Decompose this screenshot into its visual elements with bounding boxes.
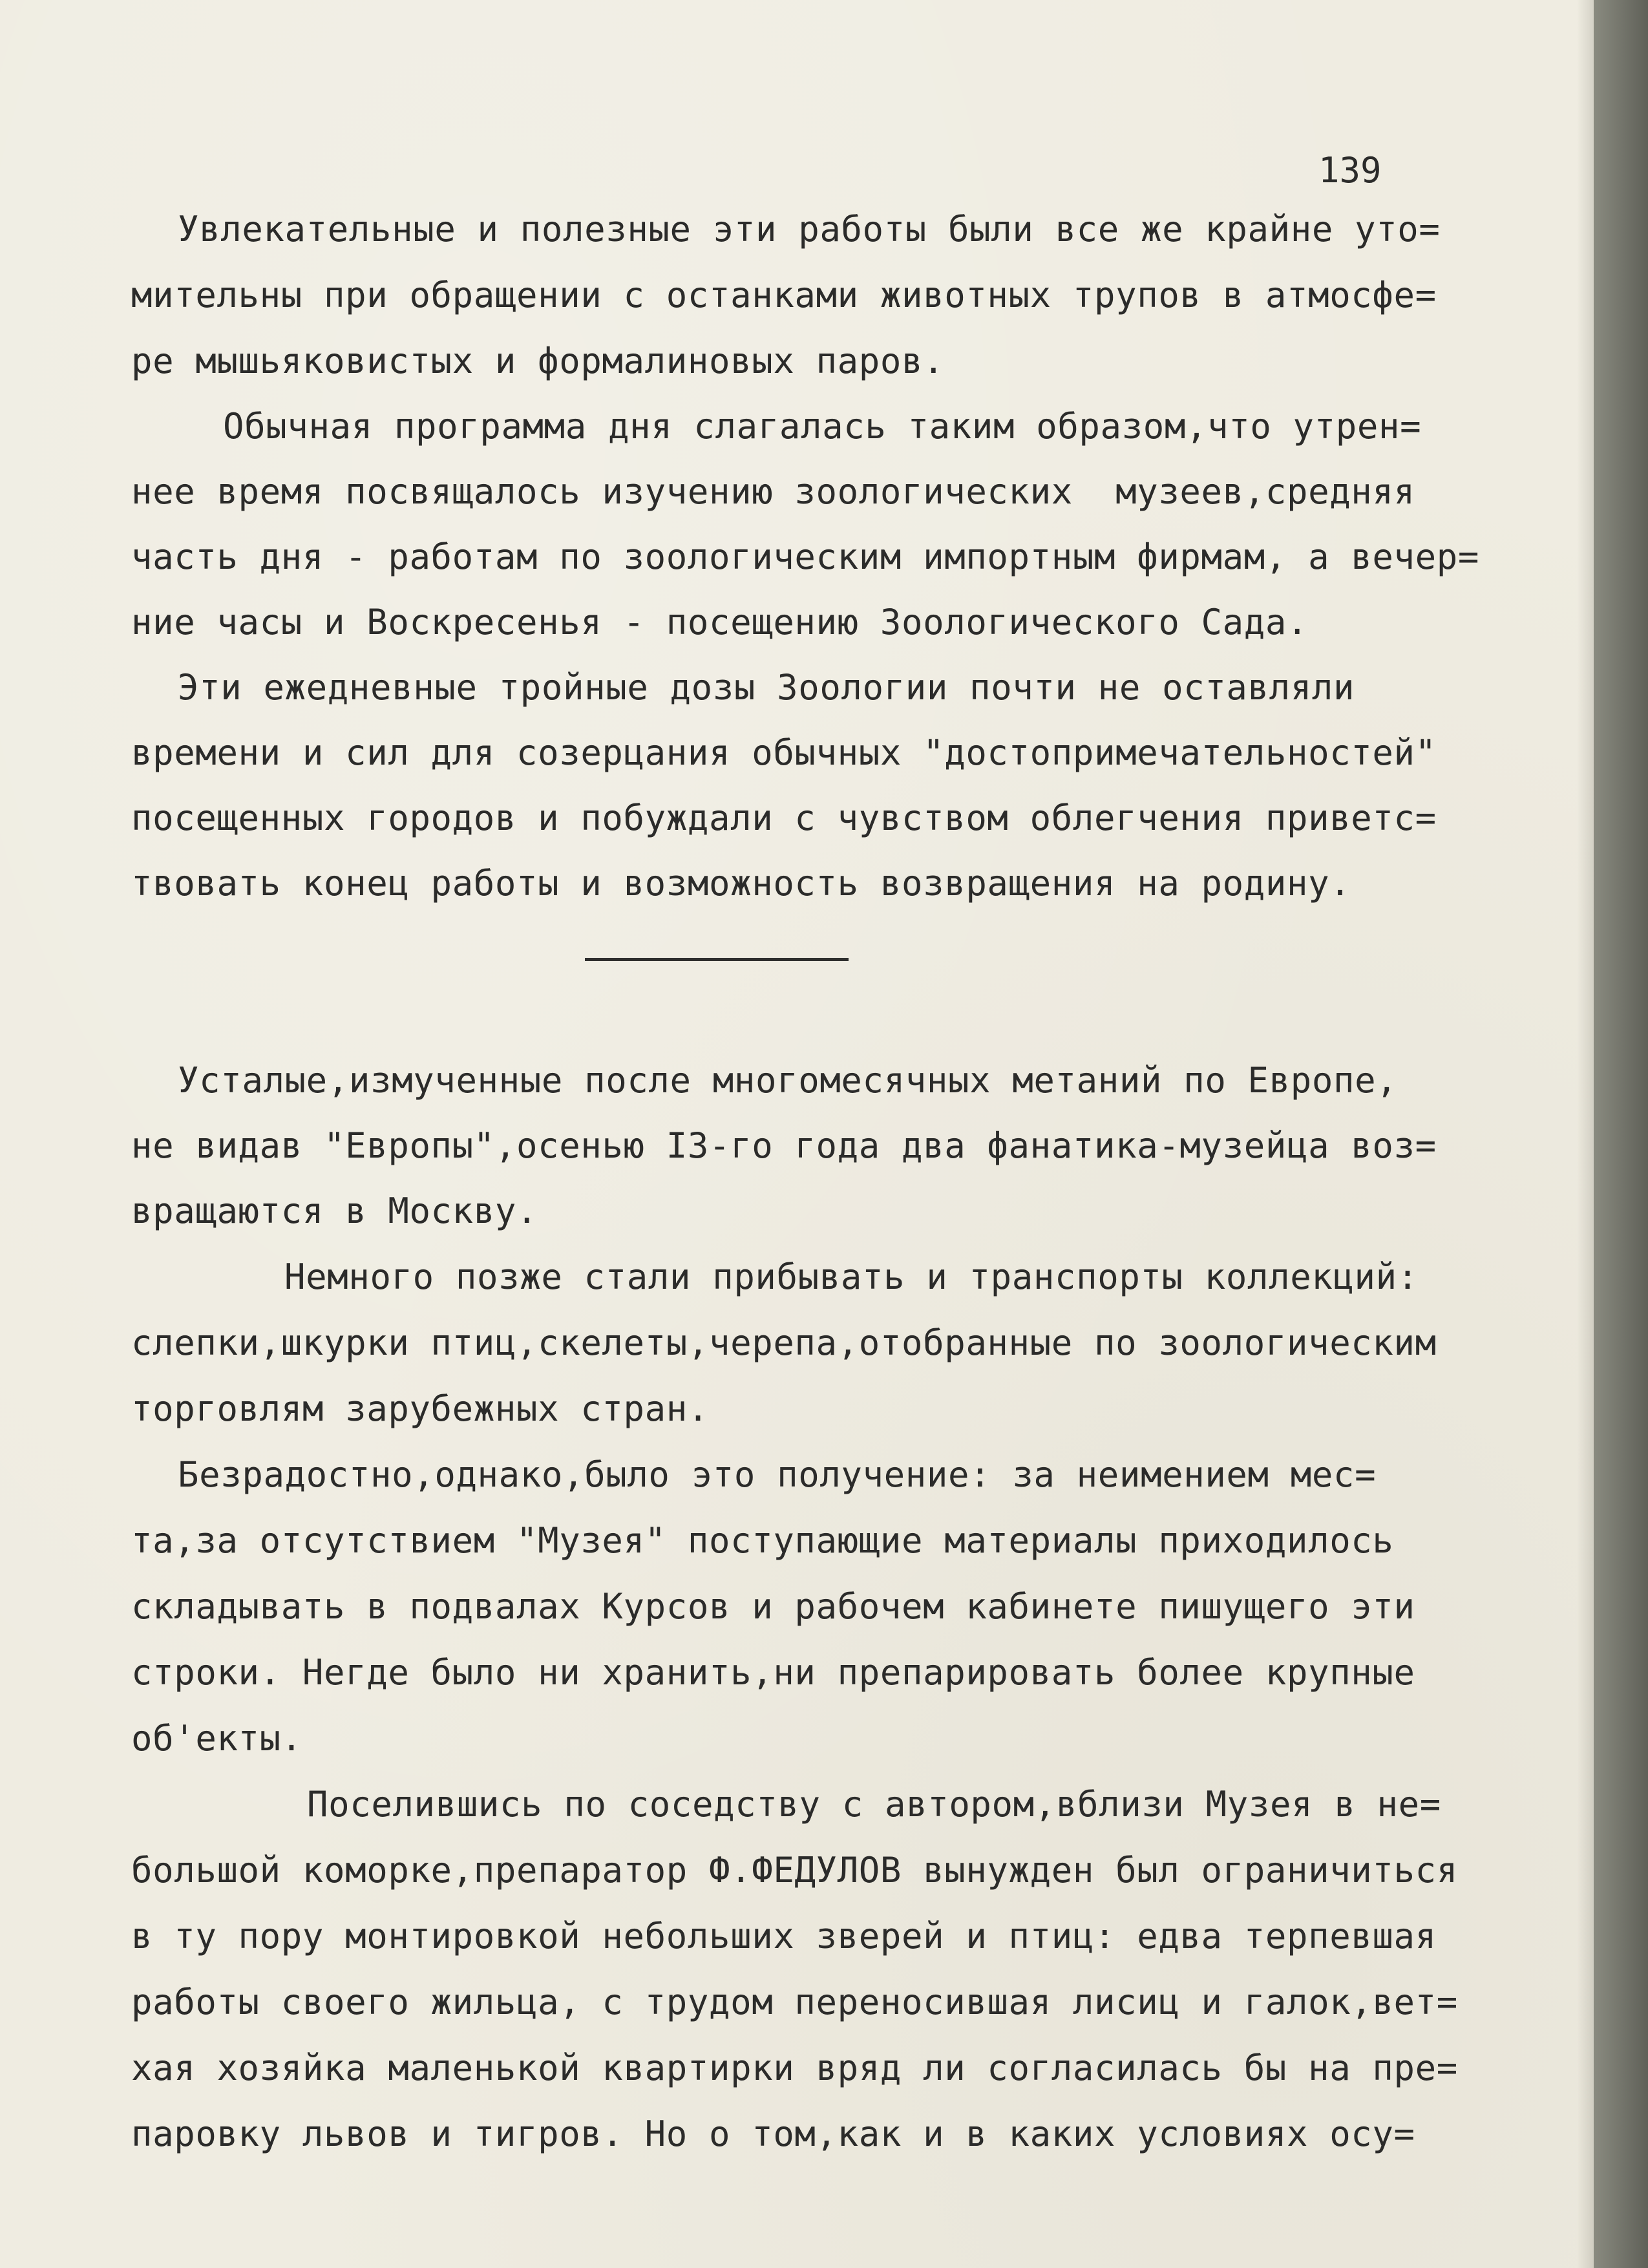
text-line: не видав "Европы",осенью I3-го года два фанатика-музейца воз=	[131, 1125, 1437, 1166]
text-line: в ту пору монтировкой небольших зверей и птиц: едва терпевшая	[131, 1916, 1437, 1956]
text-line: посещенных городов и побуждали с чувством облегчения приветс=	[131, 798, 1437, 838]
text-line: времени и сил для созерцания обычных "достопримечательностей"	[131, 732, 1437, 773]
text-line: Безрадостно,однако,было это получение: за неимением мес=	[178, 1454, 1377, 1495]
text-line: та,за отсутствием "Музея" поступающие материалы приходилось	[131, 1520, 1394, 1561]
text-line: Усталые,измученные после многомесячных метаний по Европе,	[178, 1060, 1398, 1101]
text-line: паровку львов и тигров. Но о том,как и в каких условиях осу=	[131, 2114, 1415, 2154]
text-line: часть дня - работам по зоологическим импортным фирмам, а вечер=	[131, 536, 1479, 577]
page-edge-shadow	[1577, 0, 1594, 2268]
text-line: складывать в подвалах Курсов и рабочем кабинете пишущего эти	[131, 1586, 1415, 1627]
text-line: Увлекательные и полезные эти работы были все же крайне уто=	[178, 209, 1441, 249]
text-line: Поселившись по соседству с автором,вблизи Музея в не=	[307, 1784, 1441, 1825]
text-line: об'екты.	[131, 1718, 302, 1759]
text-line: вращаются в Москву.	[131, 1191, 538, 1231]
text-line: работы своего жильца, с трудом переносившая лисиц и галок,вет=	[131, 1982, 1458, 2022]
text-line: большой коморке,препаратор Ф.ФЕДУЛОВ вынужден был ограничиться	[131, 1850, 1458, 1891]
text-line: ние часы и Воскресенья - посещению Зоологического Сада.	[131, 602, 1309, 642]
text-line: нее время посвящалось изучению зоологических музеев,средняя	[131, 471, 1415, 512]
scan-background	[1594, 0, 1648, 2268]
text-line: слепки,шкурки птиц,скелеты,черепа,отобранные по зоологическим	[131, 1322, 1437, 1363]
text-line: строки. Негде было ни хранить,ни препарировать более крупные	[131, 1652, 1415, 1693]
page-number: 139	[1318, 150, 1382, 191]
text-line: Обычная программа дня слагалась таким образом,что утрен=	[223, 406, 1422, 447]
text-line: Эти ежедневные тройные дозы Зоологии почти не оставляли	[178, 667, 1355, 708]
text-line: твовать конец работы и возможность возвращения на родину.	[131, 863, 1351, 904]
text-line: Немного позже стали прибывать и транспорты коллекций:	[284, 1256, 1419, 1297]
text-line: хая хозяйка маленькой квартирки вряд ли согласилась бы на пре=	[131, 2048, 1458, 2088]
section-divider	[585, 958, 849, 961]
text-line: ре мышьяковистых и формалиновых паров.	[131, 341, 945, 381]
text-line: мительны при обращении с останками животных трупов в атмосфе=	[131, 275, 1437, 315]
text-line: торговлям зарубежных стран.	[131, 1388, 709, 1429]
